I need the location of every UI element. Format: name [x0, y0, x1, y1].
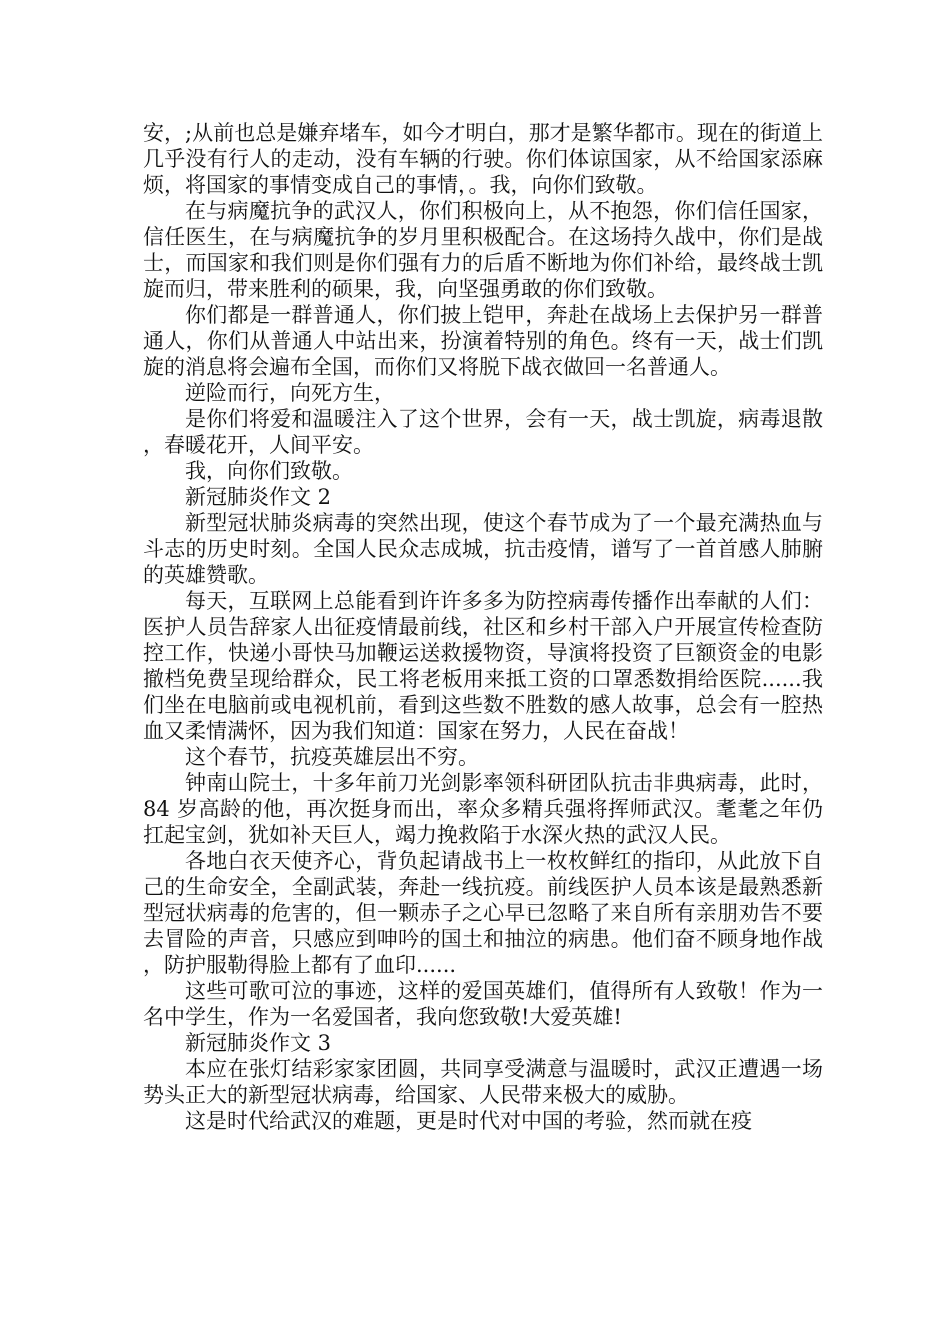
- paragraph-8: 新型冠状肺炎病毒的突然出现，使这个春节成为了一个最充满热血与斗志的历史时刻。全国人民众志成城，抗击疫情，谱写了一首首感人肺腑的英雄赞歌。: [143, 511, 823, 587]
- section-heading-2: 新冠肺炎作文 2: [185, 485, 332, 509]
- paragraph-9: 每天，互联网上总能看到许许多多为防控病毒传播作出奉献的人们：医护人员告辞家人出征疫情最前线，社区和乡村干部入户开展宣传检查防控工作，快递小哥快马加鞭运送救援物资，导演将投资了巨额资金的电影撤档免费呈现给群众，民工将老板用来抵工资的口罩悉数捐给医院......我们坐在电脑前或电视机前，看到这些数不胜数的感人故事，总会有一腔热血又柔情满怀，因为我们知道：国家在努力，人民在奋战！: [143, 589, 823, 743]
- paragraph-6: 我，向你们致敬。: [185, 459, 353, 483]
- paragraph-10: 这个春节，抗疫英雄层出不穷。: [185, 745, 479, 769]
- paragraph-4: 逆险而行，向死方生，: [185, 381, 395, 405]
- paragraph-12: 各地白衣天使齐心，背负起请战书上一枚枚鲜红的指印，从此放下自己的生命安全，全副武装，奔赴一线抗疫。前线医护人员本该是最熟悉新型冠状病毒的危害的，但一颗赤子之心早已忽略了来自所有亲朋劝告不要去冒险的声音，只感应到呻吟的国土和抽泣的病患。他们奋不顾身地作战，防护服勒得脸上都有了血印......: [143, 849, 823, 977]
- paragraph-1: 安，;从前也总是嫌弃堵车，如今才明白，那才是繁华都市。现在的街道上几乎没有行人的走动，没有车辆的行驶。你们体谅国家，从不给国家添麻烦，将国家的事情变成自己的事情，。我，向你们致敬。: [143, 121, 823, 197]
- paragraph-5: 是你们将爱和温暖注入了这个世界，会有一天，战士凯旋，病毒退散，春暖花开，人间平安。: [143, 407, 823, 457]
- paragraph-2: 在与病魔抗争的武汉人，你们积极向上，从不抱怨，你们信任国家，信任医生，在与病魔抗争的岁月里积极配合。在这场持久战中，你们是战士，而国家和我们则是你们强有力的后盾不断地为你们补给，最终战士凯旋而归，带来胜利的硕果，我，向坚强勇敢的你们致敬。: [143, 199, 823, 301]
- paragraph-13: 这些可歌可泣的事迹，这样的爱国英雄们，值得所有人致敬！作为一名中学生，作为一名爱国者，我向您致敬!大爱英雄!: [143, 979, 823, 1029]
- paragraph-3: 你们都是一群普通人，你们披上铠甲，奔赴在战场上去保护另一群普通人，你们从普通人中站出来，扮演着特别的角色。终有一天，战士们凯旋的消息将会遍布全国，而你们又将脱下战衣做回一名普通人。: [143, 303, 823, 379]
- paragraph-16: 这是时代给武汉的难题，更是时代对中国的考验，然而就在疫: [185, 1109, 752, 1133]
- document-page: [143, 120, 823, 1134]
- paragraph-11: 钟南山院士，十多年前刀光剑影率领科研团队抗击非典病毒，此时，84 岁高龄的他，再次挺身而出，率众多精兵强将挥师武汉。耄耄之年仍扛起宝剑，犹如补天巨人，竭力挽救陷于水深火热的武汉人民。: [143, 771, 823, 847]
- paragraph-15: 本应在张灯结彩家家团圆，共同享受满意与温暖时，武汉正遭遇一场势头正大的新型冠状病毒，给国家、人民带来极大的威胁。: [143, 1057, 823, 1107]
- section-heading-3: 新冠肺炎作文 3: [185, 1031, 332, 1055]
